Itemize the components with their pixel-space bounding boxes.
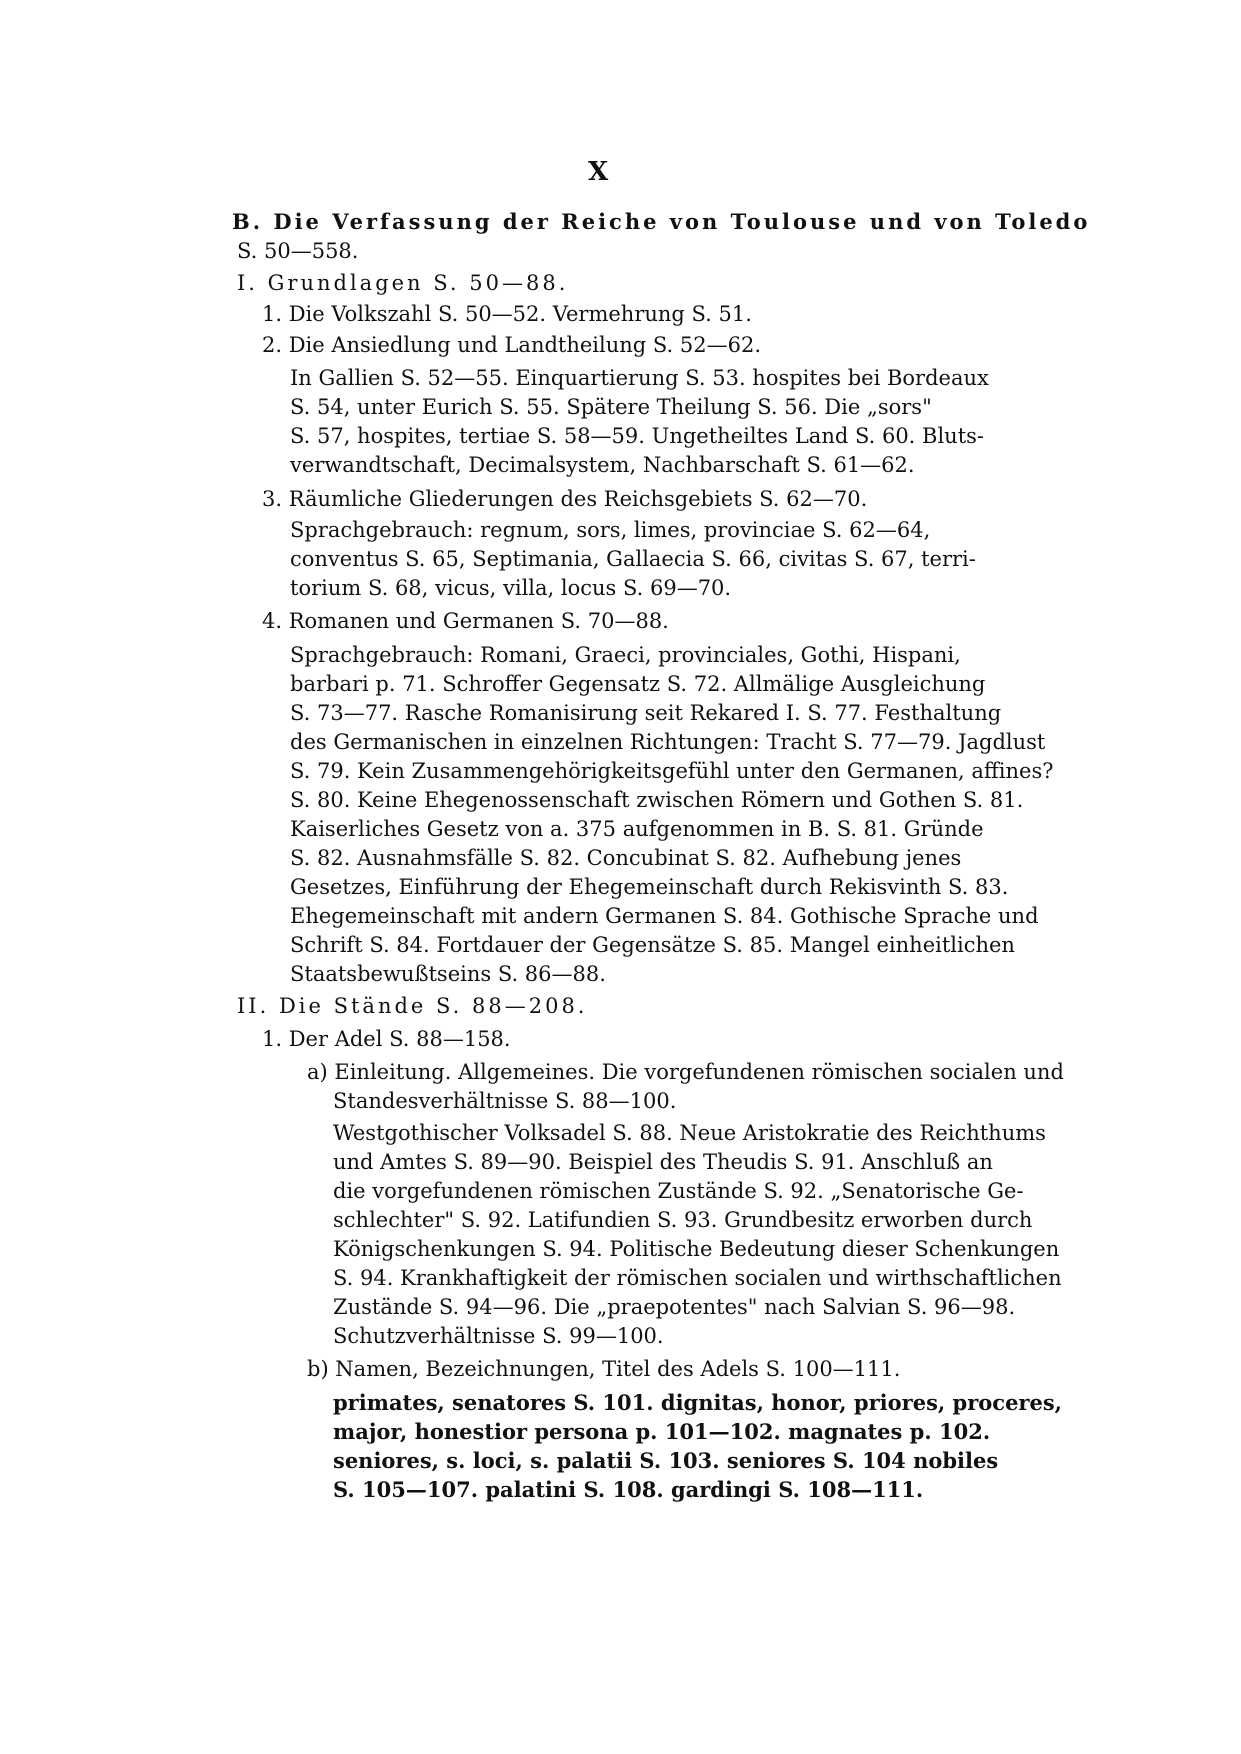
item-3-title: 3. Räumliche Gliederungen des Reichsgebiets S. 62—70.	[262, 487, 868, 511]
item-4-line: Staatsbewußtseins S. 86—88.	[290, 962, 606, 986]
item-2-line: In Gallien S. 52—55. Einquartierung S. 53. hospites bei Bordeaux	[290, 366, 989, 390]
item-4-line: S. 80. Keine Ehegenossenschaft zwischen Römern und Gothen S. 81.	[290, 788, 1024, 812]
section-b-pages: S. 50—558.	[237, 239, 359, 263]
sub-b-line: primates, senatores S. 101. dignitas, honor, priores, proceres,	[333, 1390, 1062, 1415]
sub-b-title: b) Namen, Bezeichnungen, Titel des Adels S. 100—111.	[307, 1357, 901, 1381]
sub-a-line: S. 94. Krankhaftigkeit der römischen socialen und wirthschaftlichen	[333, 1266, 1062, 1290]
item-3-line: torium S. 68, vicus, villa, locus S. 69—70.	[290, 576, 732, 600]
sub-a-line: Schutzverhältnisse S. 99—100.	[333, 1324, 664, 1348]
sub-b-line: seniores, s. loci, s. palatii S. 103. seniores S. 104 nobiles	[333, 1448, 999, 1473]
item-3-line: Sprachgebrauch: regnum, sors, limes, provinciae S. 62—64,	[290, 518, 931, 542]
part-ii-heading: II. Die Stände S. 88—208.	[237, 994, 588, 1018]
sub-b-line: major, honestior persona p. 101—102. magnates p. 102.	[333, 1419, 991, 1444]
item-4-line: Gesetzes, Einführung der Ehegemeinschaft durch Rekisvinth S. 83.	[290, 875, 1009, 899]
part-i-heading: I. Grundlagen S. 50—88.	[237, 271, 569, 295]
item-2-line: verwandtschaft, Decimalsystem, Nachbarschaft S. 61—62.	[290, 453, 915, 477]
item-4-line: Ehegemeinschaft mit andern Germanen S. 84. Gothische Sprache und	[290, 904, 1039, 928]
sub-a-line: und Amtes S. 89—90. Beispiel des Theudis S. 91. Anschluß an	[333, 1150, 993, 1174]
sub-a-line: Königschenkungen S. 94. Politische Bedeutung dieser Schenkungen	[333, 1237, 1060, 1261]
item-2-line: S. 54, unter Eurich S. 55. Spätere Theilung S. 56. Die „sors"	[290, 395, 932, 419]
sub-b-line: S. 105—107. palatini S. 108. gardingi S. 108—111.	[333, 1477, 924, 1502]
item-2-title: 2. Die Ansiedlung und Landtheilung S. 52—62.	[262, 333, 762, 357]
item-3-line: conventus S. 65, Septimania, Gallaecia S. 66, civitas S. 67, terri-	[290, 547, 976, 571]
item-4-line: des Germanischen in einzelnen Richtungen: Tracht S. 77—79. Jagdlust	[290, 730, 1046, 754]
item-4-title: 4. Romanen und Germanen S. 70—88.	[262, 609, 669, 633]
sub-a-title: Standesverhältnisse S. 88—100.	[333, 1089, 677, 1113]
item-4-line: S. 82. Ausnahmsfälle S. 82. Concubinat S. 82. Aufhebung jenes	[290, 846, 962, 870]
sub-a-title: a) Einleitung. Allgemeines. Die vorgefundenen römischen socialen und	[307, 1060, 1064, 1084]
item-4-line: barbari p. 71. Schroffer Gegensatz S. 72. Allmälige Ausgleichung	[290, 672, 986, 696]
item-4-line: S. 79. Kein Zusammengehörigkeitsgefühl unter den Germanen, affines?	[290, 759, 1054, 783]
sub-a-line: die vorgefundenen römischen Zustände S. 92. „Senatorische Ge-	[333, 1179, 1024, 1203]
item-4-line: Schrift S. 84. Fortdauer der Gegensätze S. 85. Mangel einheitlichen	[290, 933, 1015, 957]
sub-a-line: Westgothischer Volksadel S. 88. Neue Aristokratie des Reichthums	[333, 1121, 1046, 1145]
page-number: X	[588, 157, 610, 187]
item-4-line: Kaiserliches Gesetz von a. 375 aufgenommen in B. S. 81. Gründe	[290, 817, 984, 841]
item-2-line: S. 57, hospites, tertiae S. 58—59. Ungetheiltes Land S. 60. Bluts-	[290, 424, 985, 448]
section-b-heading: B. Die Verfassung der Reiche von Toulouse und von Toledo	[232, 209, 1091, 234]
sub-a-line: schlechter" S. 92. Latifundien S. 93. Grundbesitz erworben durch	[333, 1208, 1033, 1232]
sub-a-line: Zustände S. 94—96. Die „praepotentes" nach Salvian S. 96—98.	[333, 1295, 1016, 1319]
item-1-title: 1. Die Volkszahl S. 50—52. Vermehrung S. 51.	[262, 302, 752, 326]
part-ii-item-1-title: 1. Der Adel S. 88—158.	[262, 1027, 511, 1051]
item-4-line: S. 73—77. Rasche Romanisirung seit Rekared I. S. 77. Festhaltung	[290, 701, 1002, 725]
item-4-line: Sprachgebrauch: Romani, Graeci, provinciales, Gothi, Hispani,	[290, 643, 961, 667]
